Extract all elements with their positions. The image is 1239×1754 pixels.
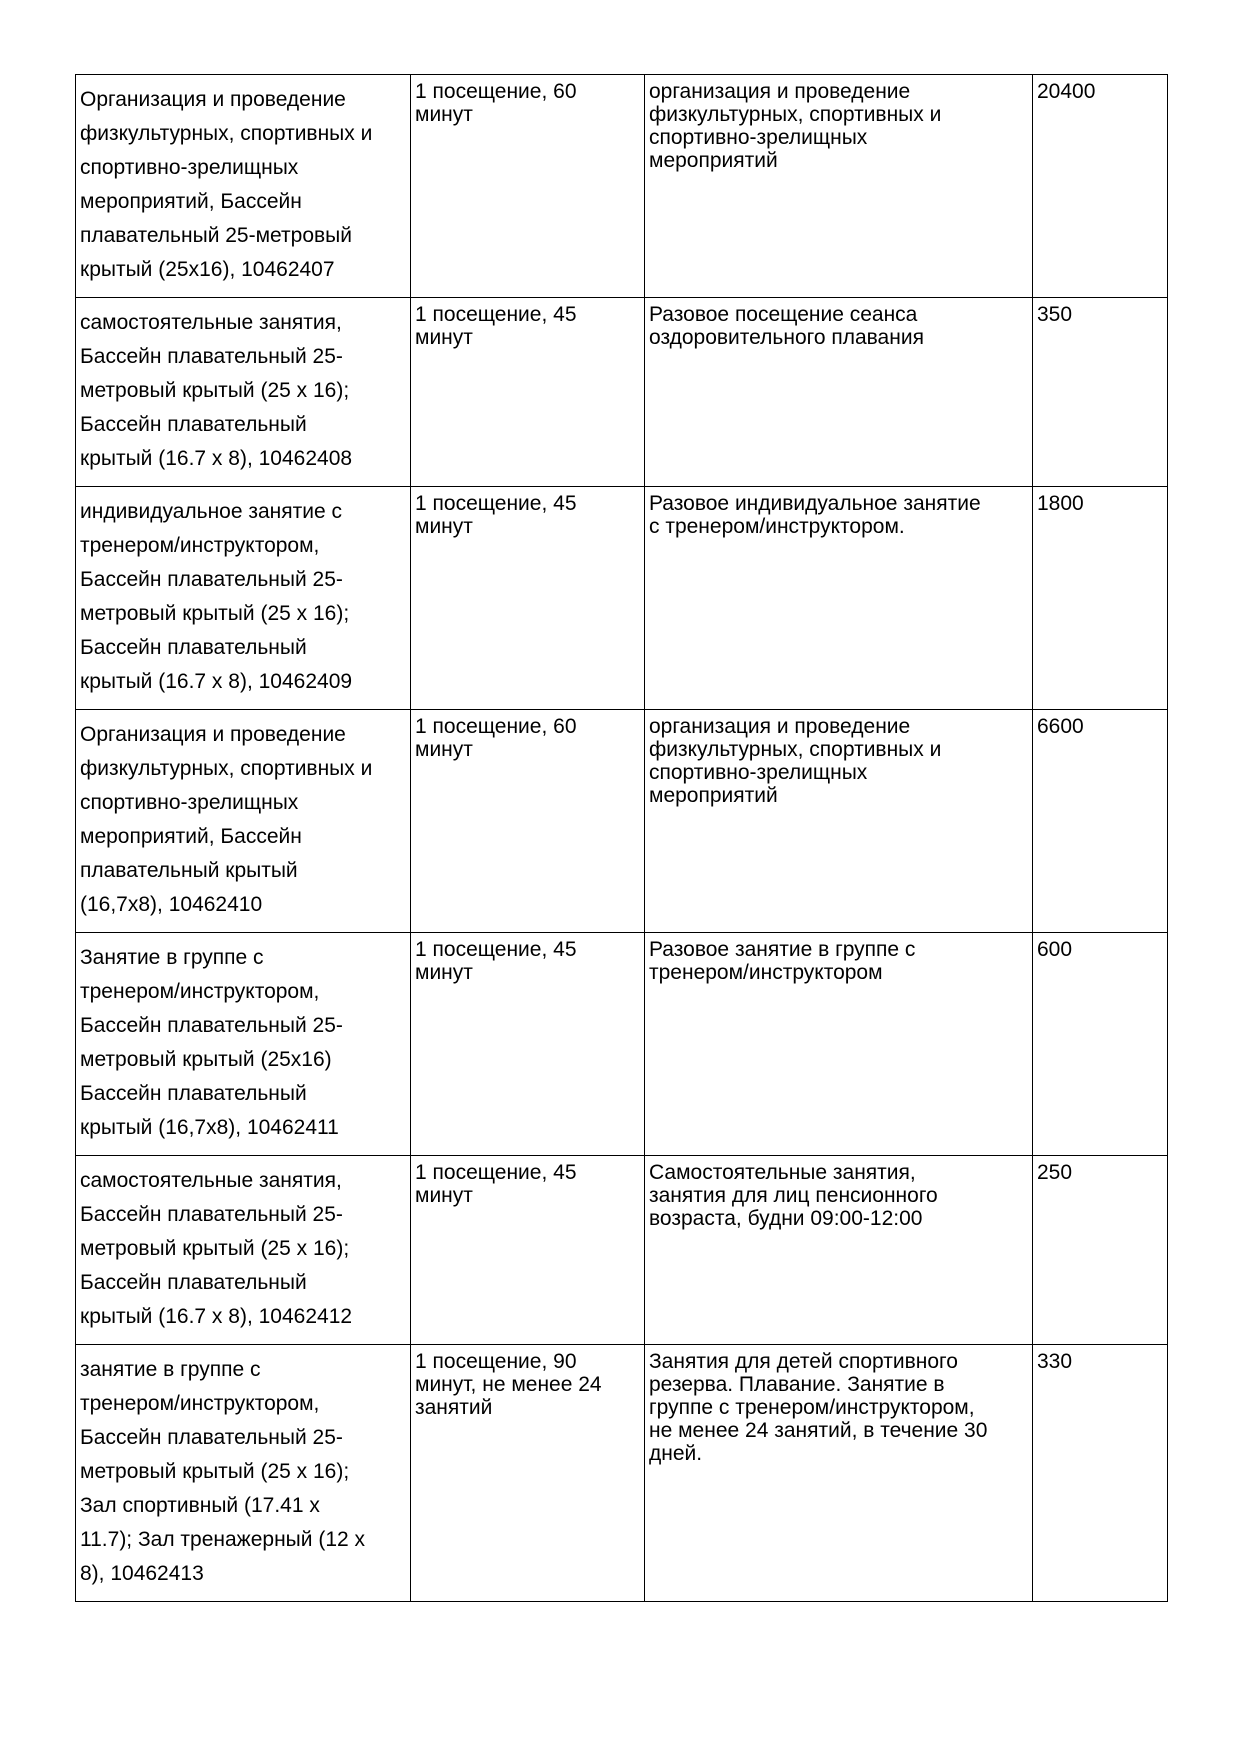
unit-cell: 1 посещение, 45 минут [411, 1156, 645, 1345]
service-name-cell: Занятие в группе с тренером/инструктором, Бассейн плавательный 25- метровый крытый (25x16) Бассейн плавательный крытый (16,7x8), 10462411 [76, 933, 411, 1156]
description-cell: Занятия для детей спортивного резерва. Плавание. Занятие в группе с тренером/инструктором, не менее 24 занятий, в течение 30 дней. [645, 1345, 1033, 1602]
service-name-cell: занятие в группе с тренером/инструктором, Бассейн плавательный 25- метровый крытый (25 х 16); Зал спортивный (17.41 х 11.7); Зал тренажерный (12 х 8), 10462413 [76, 1345, 411, 1602]
table-row [76, 298, 1168, 487]
unit-cell: 1 посещение, 45 минут [411, 487, 645, 710]
price-cell: 600 [1033, 933, 1168, 1156]
price-table [75, 74, 1168, 1602]
service-name-cell: Организация и проведение физкультурных, спортивных и спортивно-зрелищных мероприятий, Бассейн плавательный крытый (16,7x8), 10462410 [76, 710, 411, 933]
price-cell: 1800 [1033, 487, 1168, 710]
table-row [76, 710, 1168, 933]
service-name-cell: Организация и проведение физкультурных, спортивных и спортивно-зрелищных мероприятий, Бассейн плавательный 25-метровый крытый (25x16), 10462407 [76, 75, 411, 298]
description-cell: организация и проведение физкультурных, спортивных и спортивно-зрелищных мероприятий [645, 75, 1033, 298]
description-cell: Разовое посещение сеанса оздоровительного плавания [645, 298, 1033, 487]
price-cell: 350 [1033, 298, 1168, 487]
service-name-cell: самостоятельные занятия, Бассейн плавательный 25- метровый крытый (25 х 16); Бассейн плавательный крытый (16.7 х 8), 10462412 [76, 1156, 411, 1345]
table-row [76, 1156, 1168, 1345]
table-row [76, 487, 1168, 710]
description-cell: организация и проведение физкультурных, спортивных и спортивно-зрелищных мероприятий [645, 710, 1033, 933]
unit-cell: 1 посещение, 45 минут [411, 298, 645, 487]
description-cell: Разовое индивидуальное занятие с тренером/инструктором. [645, 487, 1033, 710]
unit-cell: 1 посещение, 60 минут [411, 710, 645, 933]
table-row [76, 75, 1168, 298]
price-cell: 20400 [1033, 75, 1168, 298]
price-cell: 6600 [1033, 710, 1168, 933]
service-name-cell: самостоятельные занятия, Бассейн плавательный 25- метровый крытый (25 х 16); Бассейн плавательный крытый (16.7 х 8), 10462408 [76, 298, 411, 487]
service-name-cell: индивидуальное занятие с тренером/инструктором, Бассейн плавательный 25- метровый крытый (25 х 16); Бассейн плавательный крытый (16.7 х 8), 10462409 [76, 487, 411, 710]
table-row [76, 933, 1168, 1156]
unit-cell: 1 посещение, 45 минут [411, 933, 645, 1156]
description-cell: Самостоятельные занятия, занятия для лиц пенсионного возраста, будни 09:00-12:00 [645, 1156, 1033, 1345]
table-row [76, 1345, 1168, 1602]
description-cell: Разовое занятие в группе с тренером/инструктором [645, 933, 1033, 1156]
price-cell: 330 [1033, 1345, 1168, 1602]
price-cell: 250 [1033, 1156, 1168, 1345]
unit-cell: 1 посещение, 60 минут [411, 75, 645, 298]
unit-cell: 1 посещение, 90 минут, не менее 24 занятий [411, 1345, 645, 1602]
